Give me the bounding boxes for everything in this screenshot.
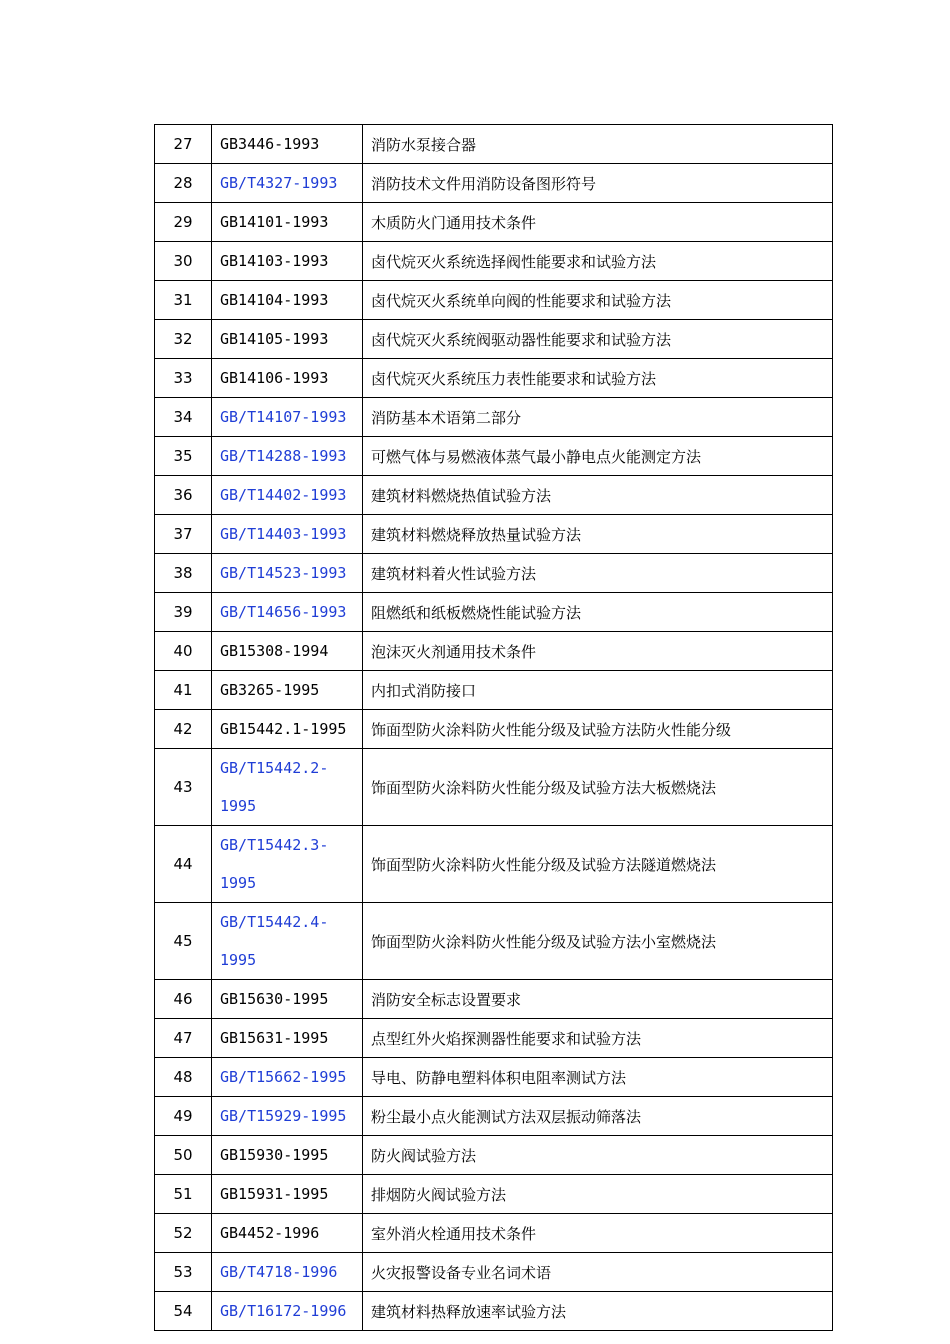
standard-title: 室外消火栓通用技术条件 (363, 1214, 833, 1253)
standard-code: GB14105-1993 (212, 320, 363, 359)
table-row (155, 515, 833, 554)
standard-code: GB15631-1995 (212, 1019, 363, 1058)
row-number: 32 (155, 320, 212, 359)
table-row (155, 710, 833, 749)
table-row (155, 320, 833, 359)
row-number: 28 (155, 164, 212, 203)
standard-code-link[interactable]: GB/T15662-1995 (212, 1058, 363, 1097)
standard-code: GB14106-1993 (212, 359, 363, 398)
standard-title: 建筑材料燃烧释放热量试验方法 (363, 515, 833, 554)
standard-title: 粉尘最小点火能测试方法双层振动筛落法 (363, 1097, 833, 1136)
standard-title: 卤代烷灭火系统压力表性能要求和试验方法 (363, 359, 833, 398)
standard-title: 饰面型防火涂料防火性能分级及试验方法大板燃烧法 (363, 749, 833, 826)
standard-title: 建筑材料燃烧热值试验方法 (363, 476, 833, 515)
standard-code-link[interactable]: GB/T15442.3-1995 (212, 826, 363, 903)
standard-title: 阻燃纸和纸板燃烧性能试验方法 (363, 593, 833, 632)
row-number: 27 (155, 125, 212, 164)
table-row (155, 242, 833, 281)
standard-title: 火灾报警设备专业名词术语 (363, 1253, 833, 1292)
standard-title: 消防技术文件用消防设备图形符号 (363, 164, 833, 203)
table-row (155, 826, 833, 903)
table-row (155, 1292, 833, 1331)
standard-title: 导电、防静电塑料体积电阻率测试方法 (363, 1058, 833, 1097)
standard-title: 卤代烷灭火系统选择阀性能要求和试验方法 (363, 242, 833, 281)
table-row (155, 125, 833, 164)
table-row (155, 1058, 833, 1097)
standard-code-link[interactable]: GB/T16172-1996 (212, 1292, 363, 1331)
row-number: 31 (155, 281, 212, 320)
table-row (155, 593, 833, 632)
standard-code: GB15308-1994 (212, 632, 363, 671)
row-number: 51 (155, 1175, 212, 1214)
row-number: 37 (155, 515, 212, 554)
standard-title: 内扣式消防接口 (363, 671, 833, 710)
table-row (155, 359, 833, 398)
table-row (155, 1253, 833, 1292)
table-body (155, 125, 833, 1331)
standard-title: 消防水泵接合器 (363, 125, 833, 164)
table-row (155, 1214, 833, 1253)
row-number: 52 (155, 1214, 212, 1253)
standard-code: GB15630-1995 (212, 980, 363, 1019)
standards-table (154, 124, 833, 1331)
table-row (155, 1097, 833, 1136)
table-row (155, 1136, 833, 1175)
row-number: 47 (155, 1019, 212, 1058)
standard-code-link[interactable]: GB/T14107-1993 (212, 398, 363, 437)
row-number: 43 (155, 749, 212, 826)
standard-title: 建筑材料着火性试验方法 (363, 554, 833, 593)
standard-title: 消防基本术语第二部分 (363, 398, 833, 437)
row-number: 46 (155, 980, 212, 1019)
table-row (155, 980, 833, 1019)
standard-code: GB3446-1993 (212, 125, 363, 164)
standard-code: GB14103-1993 (212, 242, 363, 281)
standard-title: 可燃气体与易燃液体蒸气最小静电点火能测定方法 (363, 437, 833, 476)
row-number: 49 (155, 1097, 212, 1136)
standard-title: 排烟防火阀试验方法 (363, 1175, 833, 1214)
table-row (155, 632, 833, 671)
row-number: 30 (155, 242, 212, 281)
table-row (155, 476, 833, 515)
row-number: 39 (155, 593, 212, 632)
standard-code-link[interactable]: GB/T15929-1995 (212, 1097, 363, 1136)
table-row (155, 1019, 833, 1058)
row-number: 40 (155, 632, 212, 671)
standard-code: GB15930-1995 (212, 1136, 363, 1175)
row-number: 34 (155, 398, 212, 437)
standard-code-link[interactable]: GB/T14656-1993 (212, 593, 363, 632)
table-row (155, 671, 833, 710)
standard-title: 卤代烷灭火系统单向阀的性能要求和试验方法 (363, 281, 833, 320)
row-number: 33 (155, 359, 212, 398)
row-number: 53 (155, 1253, 212, 1292)
standard-title: 卤代烷灭火系统阀驱动器性能要求和试验方法 (363, 320, 833, 359)
row-number: 36 (155, 476, 212, 515)
table-row (155, 554, 833, 593)
table-row (155, 164, 833, 203)
standard-code-link[interactable]: GB/T4327-1993 (212, 164, 363, 203)
standard-code-link[interactable]: GB/T14523-1993 (212, 554, 363, 593)
row-number: 35 (155, 437, 212, 476)
standard-title: 泡沫灭火剂通用技术条件 (363, 632, 833, 671)
standard-title: 饰面型防火涂料防火性能分级及试验方法小室燃烧法 (363, 903, 833, 980)
table-row (155, 281, 833, 320)
standard-code-link[interactable]: GB/T15442.2-1995 (212, 749, 363, 826)
row-number: 50 (155, 1136, 212, 1175)
row-number: 38 (155, 554, 212, 593)
standard-code: GB14101-1993 (212, 203, 363, 242)
standard-title: 消防安全标志设置要求 (363, 980, 833, 1019)
table-row (155, 398, 833, 437)
standard-code-link[interactable]: GB/T14402-1993 (212, 476, 363, 515)
standard-title: 饰面型防火涂料防火性能分级及试验方法防火性能分级 (363, 710, 833, 749)
standard-code: GB15931-1995 (212, 1175, 363, 1214)
standard-code: GB4452-1996 (212, 1214, 363, 1253)
standard-code: GB14104-1993 (212, 281, 363, 320)
standard-title: 防火阀试验方法 (363, 1136, 833, 1175)
row-number: 48 (155, 1058, 212, 1097)
row-number: 45 (155, 903, 212, 980)
table-row (155, 1175, 833, 1214)
standard-title: 建筑材料热释放速率试验方法 (363, 1292, 833, 1331)
standard-title: 饰面型防火涂料防火性能分级及试验方法隧道燃烧法 (363, 826, 833, 903)
table-row (155, 437, 833, 476)
row-number: 54 (155, 1292, 212, 1331)
standard-code: GB15442.1-1995 (212, 710, 363, 749)
standard-code-link[interactable]: GB/T15442.4-1995 (212, 903, 363, 980)
row-number: 29 (155, 203, 212, 242)
table-row (155, 203, 833, 242)
table-row (155, 903, 833, 980)
standard-code: GB3265-1995 (212, 671, 363, 710)
standard-title: 木质防火门通用技术条件 (363, 203, 833, 242)
standard-title: 点型红外火焰探测器性能要求和试验方法 (363, 1019, 833, 1058)
standard-code-link[interactable]: GB/T4718-1996 (212, 1253, 363, 1292)
row-number: 44 (155, 826, 212, 903)
row-number: 41 (155, 671, 212, 710)
table-row (155, 749, 833, 826)
row-number: 42 (155, 710, 212, 749)
standard-code-link[interactable]: GB/T14403-1993 (212, 515, 363, 554)
standard-code-link[interactable]: GB/T14288-1993 (212, 437, 363, 476)
